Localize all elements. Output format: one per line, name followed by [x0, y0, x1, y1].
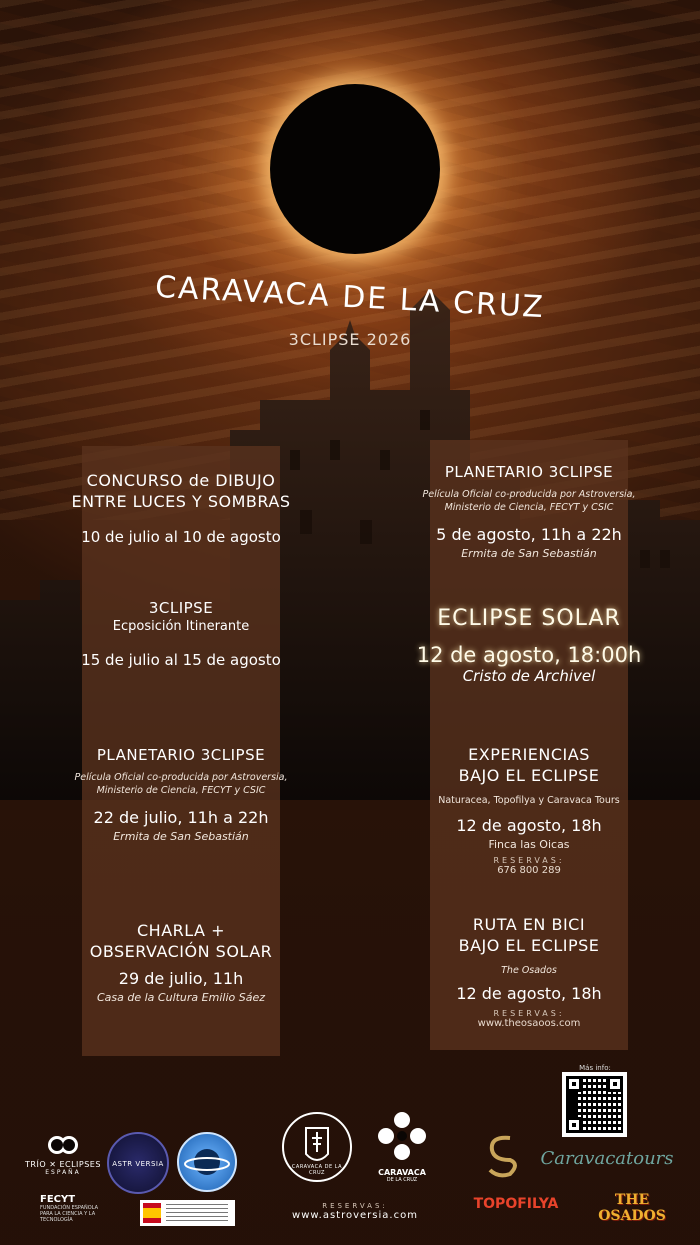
event-title: CONCURSO de DIBUJO ENTRE LUCES Y SOMBRAS [71, 471, 291, 511]
fecyt-name: FECYT [40, 1194, 76, 1205]
footer-reservas [290, 1202, 420, 1221]
cross-flower-icon [374, 1108, 430, 1164]
reservas-website[interactable]: www.theosaoos.com [477, 1018, 581, 1029]
event-date: 5 de agosto, 11h a 22h [436, 525, 622, 544]
event-eclipse-solar [408, 606, 650, 685]
solar-eclipse-disc [270, 84, 440, 254]
event-title: PLANETARIO 3CLIPSE [96, 746, 266, 764]
event-date: 12 de agosto, 18h [456, 816, 602, 835]
topofilya-logo: TOPOFILYA [473, 1196, 559, 1212]
event-place: Casa de la Cultura Emilio Sáez [96, 991, 265, 1004]
planet-icon [179, 1134, 235, 1190]
ayto-name: CARAVACA DE LA CRUZ [291, 1164, 343, 1176]
event-date: 22 de julio, 11h a 22h [93, 808, 269, 827]
event-note: Película Oficial co-producida por Astroversia, Ministerio de Ciencia, FECYT y CSIC [74, 772, 288, 796]
reservas-label: RESERVAS: [493, 856, 565, 865]
event-note: Naturacea, Topofilya y Caravaca Tours [438, 795, 620, 806]
event-title: ECLIPSE SOLAR [437, 606, 621, 631]
qr-corner [607, 1076, 623, 1092]
page-title: CARAVACA DE LA CRUZ [154, 269, 546, 326]
event-subtitle: Ecposición Itinerante [112, 619, 250, 634]
event-ruta-bici [418, 914, 640, 1029]
event-place: Ermita de San Sebastián [461, 547, 597, 560]
event-date: 12 de agosto, 18h [456, 984, 602, 1003]
event-place: Ermita de San Sebastián [113, 830, 249, 843]
eclipse-rings-icon [43, 1134, 83, 1156]
trio-eclipses-logo [24, 1134, 102, 1176]
astroversia-name: ASTR VERSIA [112, 1160, 164, 1168]
caravaca-brand-sub: DE LA CRUZ [386, 1177, 418, 1183]
caravaca-tours-logo: Caravacatours [540, 1148, 674, 1169]
page-subtitle: 3CLIPSE 2026 [288, 330, 412, 349]
event-place: Finca las Oicas [488, 838, 570, 851]
qr-corner [566, 1117, 582, 1133]
qr-corner [566, 1076, 582, 1092]
event-title: CHARLA + OBSERVACIÓN SOLAR [89, 921, 273, 961]
caravaca-brand-logo [370, 1108, 434, 1183]
event-note: Película Oficial co-producida por Astroversia, Ministerio de Ciencia, FECYT y CSIC [422, 489, 636, 513]
fecyt-logo [40, 1194, 110, 1223]
event-date: 15 de julio al 15 de agosto [81, 651, 281, 669]
event-planetario-left [70, 745, 292, 844]
astroversia-logo [107, 1132, 169, 1194]
leaf-s-icon [480, 1130, 524, 1180]
event-title: EXPERIENCIAS BAJO EL ECLIPSE [458, 745, 600, 785]
ministry-text-icon [166, 1204, 228, 1222]
event-title: RUTA EN BICI BAJO EL ECLIPSE [458, 915, 600, 955]
reservas-label: RESERVAS: [493, 1009, 565, 1018]
reservas-phone: 676 800 289 [497, 865, 561, 876]
event-date: 12 de agosto, 18:00h [416, 643, 642, 667]
gobierno-espana-logo [140, 1200, 235, 1226]
event-title: 3CLIPSE [148, 599, 214, 617]
eclipse-badge-logo [177, 1132, 237, 1192]
event-place: Cristo de Archivel [462, 667, 596, 685]
spain-flag-icon [143, 1203, 161, 1223]
event-date: 29 de julio, 11h [118, 969, 244, 988]
trio-sub: ESPAÑA [45, 1169, 81, 1176]
trio-name: TRÍO ✕ ECLIPSES [25, 1160, 101, 1169]
footer-website[interactable]: www.astroversia.com [292, 1210, 418, 1221]
fecyt-sub: FUNDACIÓN ESPAÑOLA PARA LA CIENCIA Y LA TECNOLOGÍA [40, 1205, 99, 1223]
naturacea-logo [480, 1130, 524, 1180]
event-charla [70, 920, 292, 1005]
event-exposicion [70, 598, 292, 671]
the-osados-logo: THE OSADOS [598, 1192, 666, 1224]
event-experiencias [418, 744, 640, 876]
event-concurso [70, 470, 292, 548]
more-info-label: Más info: [579, 1064, 611, 1072]
caravaca-brand-name: CARAVACA [378, 1168, 426, 1177]
event-title: PLANETARIO 3CLIPSE [444, 463, 614, 481]
footer-reservas-label: RESERVAS: [322, 1202, 388, 1210]
event-planetario-right [418, 462, 640, 561]
event-note: The Osados [501, 965, 557, 976]
qr-code[interactable] [562, 1072, 627, 1137]
event-date: 10 de julio al 10 de agosto [81, 528, 281, 546]
ayuntamiento-seal-logo [282, 1112, 352, 1182]
